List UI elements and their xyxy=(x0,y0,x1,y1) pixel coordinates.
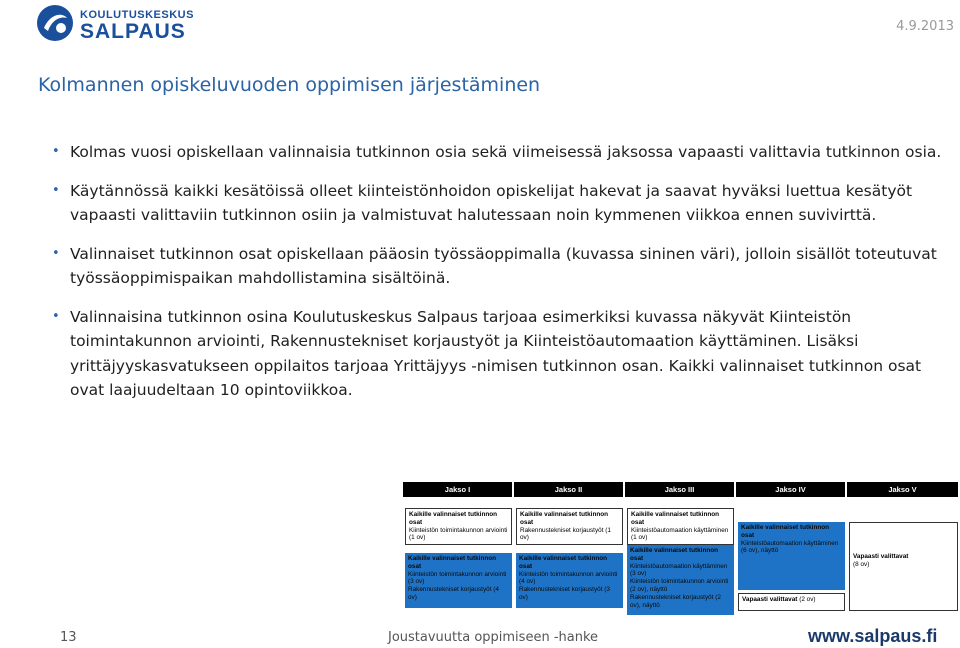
bullet-dot-icon: • xyxy=(52,245,60,261)
cell-jakso4-a: Kaikille valinnaiset tutkinnon osat Kiinteistöautomaation käyttäminen (6 ov), näyttö xyxy=(738,522,845,590)
cell-jakso4-b: Vapaasti valittavat (2 ov) xyxy=(738,593,845,611)
header-jakso-3: Jakso III xyxy=(625,482,734,497)
cell-jakso5: Vapaasti valittavat (8 ov) xyxy=(849,522,958,611)
bullet-dot-icon: • xyxy=(52,144,60,159)
bullet-item: • Käytännössä kaikki kesätöissä olleet kiinteistönhoidon opiskelijat hakevat ja saavat hyväksi luettua kesätyöt vapaasti valittaviin tutkinnon osiin ja valmistuvat halutessaan noin kymmenen viikkoa ennen suvivirttä. xyxy=(52,179,952,228)
footer-url: www.salpaus.fi xyxy=(808,626,938,646)
cell-jakso3-a: Kaikille valinnaiset tutkinnon osat Kiinteistöautomaation käyttäminen (1 ov) xyxy=(627,508,734,545)
bullet-item: • Kolmas vuosi opiskellaan valinnaisia tutkinnon osia sekä viimeisessä jaksossa vapaasti valittavia tutkinnon osia. xyxy=(52,140,952,165)
bullet-list xyxy=(52,140,952,417)
bullet-dot-icon: • xyxy=(52,182,60,198)
bullet-item: • Valinnaiset tutkinnon osat opiskellaan pääosin työssäoppimalla (kuvassa sininen väri), jolloin sisällöt toteutuvat työssäoppimispaikan mahdollistamina sisältöinä. xyxy=(52,242,952,291)
slide-title: Kolmannen opiskeluvuoden oppimisen järjestäminen xyxy=(38,74,541,96)
cell-jakso1-a: Kaikille valinnaiset tutkinnon osat Kiinteistön toimintakunnon arviointi (1 ov) xyxy=(405,508,512,545)
header-jakso-4: Jakso IV xyxy=(736,482,845,497)
slide-date: 4.9.2013 xyxy=(896,19,954,34)
salpaus-logo-icon xyxy=(36,4,74,42)
header-jakso-1: Jakso I xyxy=(403,482,512,497)
header-jakso-5: Jakso V xyxy=(847,482,958,497)
brand-line1: KOULUTUSKESKUS xyxy=(80,9,194,21)
study-schedule-table xyxy=(403,482,958,620)
page-number: 13 xyxy=(60,630,77,645)
bullet-item: • Valinnaisina tutkinnon osina Koulutuskeskus Salpaus tarjoaa esimerkiksi kuvassa näkyvät Kiinteistön toimintakunnon arviointi, Rakennustekniset korjaustyöt ja Kiinteistöautomaation käyttäminen. Lisäksi yrittäjyyskasvatukseen oppilaitos tarjoaa Yrittäjyys -nimisen tutkinnon osan. Kaikki valinnaiset tutkinnon osat ovat laajuudeltaan 10 opintoviikkoa. xyxy=(52,305,952,403)
cell-jakso2-a: Kaikille valinnaiset tutkinnon osat Rakennustekniset korjaustyöt (1 ov) xyxy=(516,508,623,545)
bullet-dot-icon: • xyxy=(52,308,60,324)
footer-project: Joustavuutta oppimiseen -hanke xyxy=(388,630,599,645)
cell-jakso3-b: Kaikille valinnaiset tutkinnon osat Kiinteistöautomaation käyttäminen (3 ov) Kiinteistön toimintakunnon arviointi (2 ov), näyttö Rakennustekniset korjaustyöt (2 ov), näyttö xyxy=(627,545,734,615)
cell-jakso1-b: Kaikille valinnaiset tutkinnon osat Kiinteistön toimintakunnon arviointi (3 ov) Rakennustekniset korjaustyöt (4 ov) xyxy=(405,553,512,608)
cell-jakso2-b: Kaikille valinnaiset tutkinnon osat Kiinteistön toimintakunnon arviointi (4 ov) Rakennustekniset korjaustyöt (3 ov) xyxy=(516,553,623,608)
brand-line2: SALPAUS xyxy=(80,20,186,43)
salpaus-logo xyxy=(36,4,206,44)
header-jakso-2: Jakso II xyxy=(514,482,623,497)
